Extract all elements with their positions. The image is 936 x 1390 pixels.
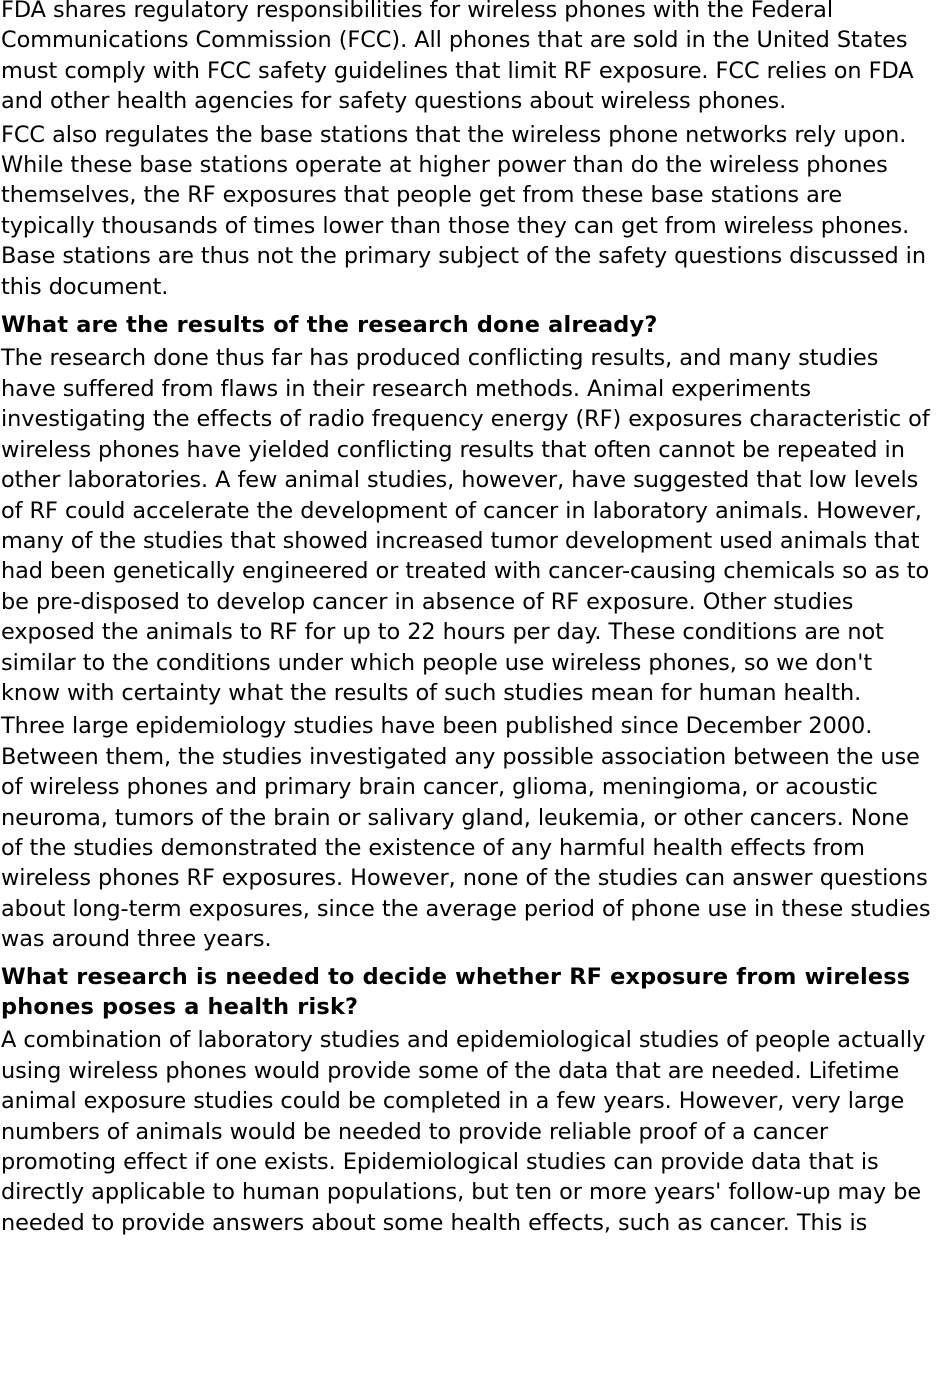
heading-research-results: What are the results of the research done already? [1,312,658,339]
paragraph-base-stations: FCC also regulates the base stations that the wireless phone networks rely upon. While these base stations operate at higher power than do the wireless phones themselves, the RF exposures that people get from these base stations are typically thousands of times lower than those they can get from wireless phones. Base stations are thus not the primary subject of the safety questions discussed in this document. [1,121,926,300]
paragraph-combination-studies: A combination of laboratory studies and epidemiological studies of people actually using wireless phones would provide some of the data that are needed. Lifetime animal exposure studies could be completed in a few years. However, very large numbers of animals would be needed to provide reliable proof of a cancer promoting effect if one exists. Epidemiological studies can provide data that is directly applicable to human populations, but ten or more years' follow-up may be needed to provide answers about some health effects, such as cancer. This is [1,1027,926,1236]
paragraph-research-conflicting: The research done thus far has produced conflicting results, and many studies have suffered from flaws in their research methods. Animal experiments investigating the effects of radio frequency energy (RF) exposures characteristic of wireless phones have yielded conflicting results that often cannot be repeated in other laboratories. A few animal studies, however, have suggested that low levels of RF could accelerate the development of cancer in laboratory animals. However, many of the studies that showed increased tumor development used animals that had been genetically engineered or treated with cancer-causing chemicals so as to be pre-disposed to develop cancer in absence of RF exposure. Other studies exposed the animals to RF for up to 22 hours per day. These conditions are not similar to the conditions under which people use wireless phones, so we don't know with certainty what the results of such studies mean for human health. [1,345,930,706]
heading-research-needed: What research is needed to decide whether RF exposure from wireless phones poses a health risk? [1,963,911,1020]
paragraph-epidemiology-studies: Three large epidemiology studies have been published since December 2000. Between them, the studies investigated any possible association between the use of wireless phones and primary brain cancer, glioma, meningioma, or acoustic neuroma, tumors of the brain or salivary gland, leukemia, or other cancers. None of the studies demonstrated the existence of any harmful health effects from wireless phones RF exposures. However, none of the studies can answer questions about long-term exposures, since the average period of phone use in these studies was around three years. [1,713,931,953]
paragraph-fda-fcc-responsibilities: FDA shares regulatory responsibilities for wireless phones with the Federal Communications Commission (FCC). All phones that are sold in the United States must comply with FCC safety guidelines that limit RF exposure. FCC relies on FDA and other health agencies for safety questions about wireless phones. [1,0,914,115]
